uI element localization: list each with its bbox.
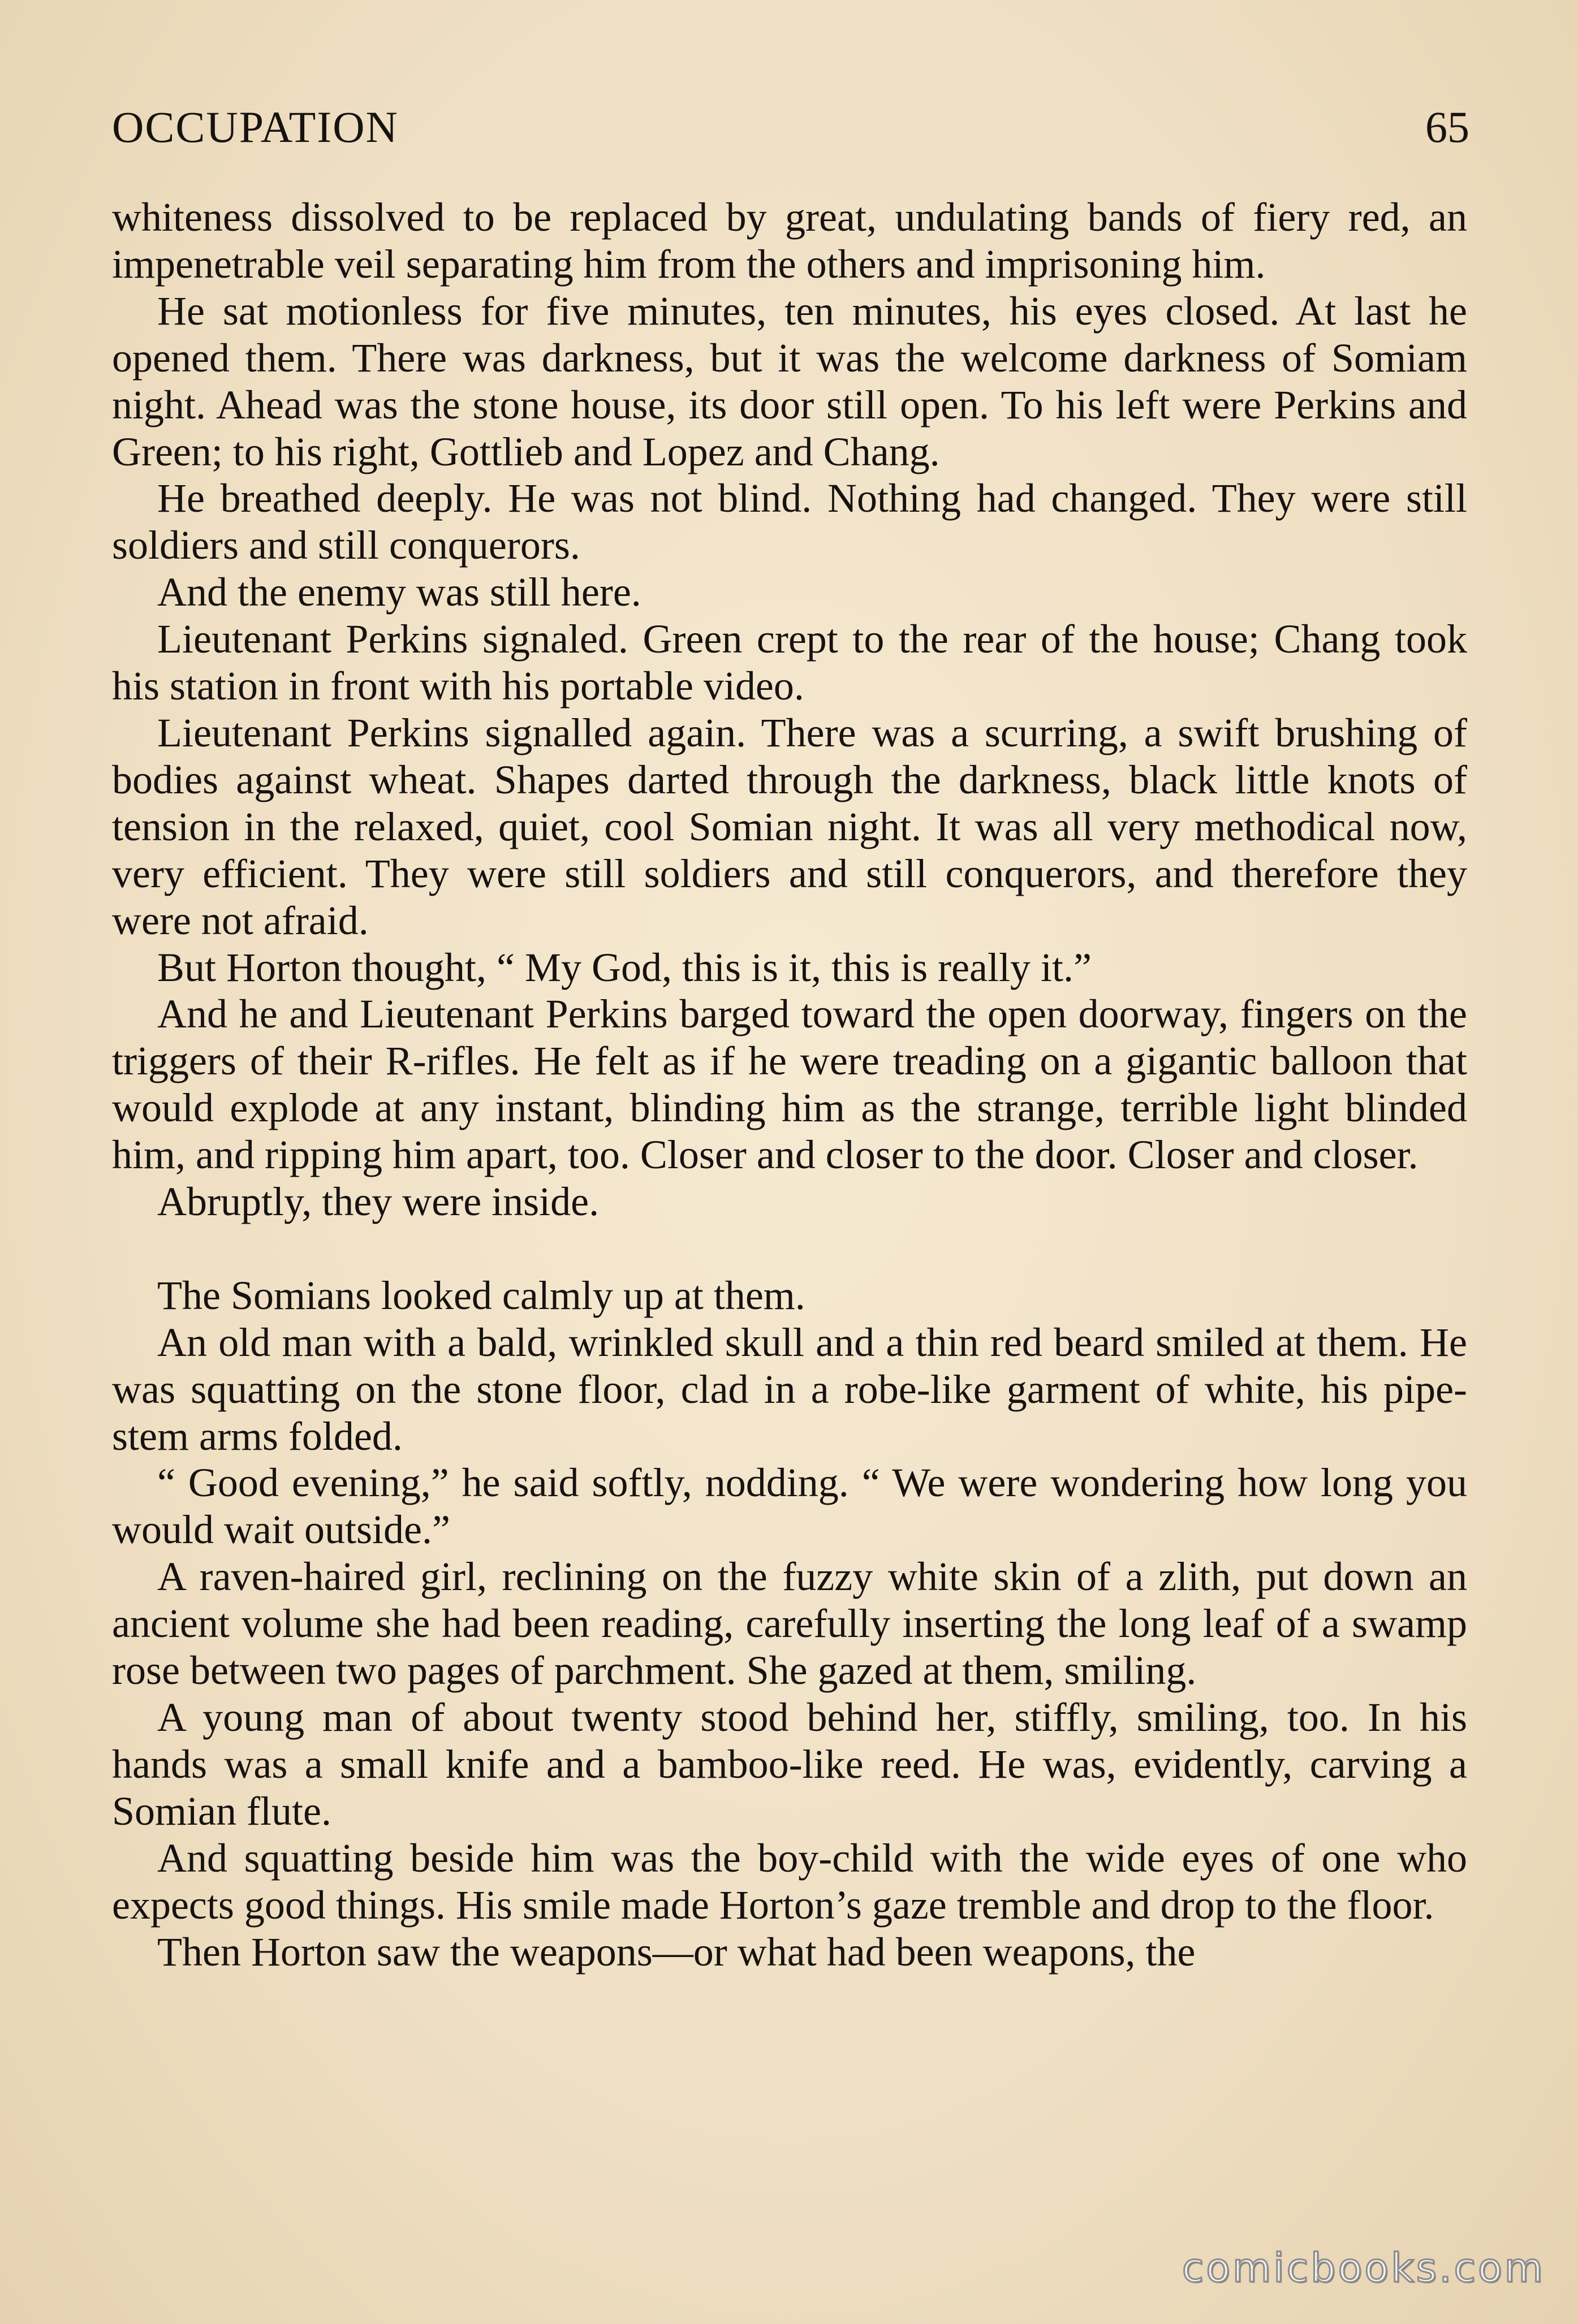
paragraph: “ Good evening,” he said softly, nodding. “ We were wondering how long you would wait outside.”: [112, 1460, 1467, 1553]
body-text: [112, 194, 1467, 1975]
running-title: OCCUPATION: [112, 102, 399, 152]
section-break: [112, 1225, 1467, 1272]
paragraph: Lieutenant Perkins signaled. Green crept to the rear of the house; Chang took his station in front with his portable video.: [112, 616, 1467, 709]
paragraph: Abruptly, they were inside.: [157, 1179, 600, 1225]
running-head: [112, 96, 1469, 158]
paragraph: Then Horton saw the weapons—or what had been weapons, the: [157, 1929, 1196, 1975]
paragraph: The Somians looked calmly up at them.: [157, 1272, 805, 1318]
paragraph: And the enemy was still here.: [157, 569, 641, 615]
paragraph: But Horton thought, “ My God, this is it, this is really it.”: [157, 944, 1092, 990]
paragraph: whiteness dissolved to be replaced by great, undulating bands of fiery red, an impenetrable veil separating him from the others and imprisoning him.: [112, 195, 1467, 287]
paragraph: He sat motionless for five minutes, ten minutes, his eyes closed. At last he opened them. There was darkness, but it was the welcome darkness of Somiam night. Ahead was the stone house, its door still open. To his left were Perkins and Green; to his right, Gottlieb and Lopez and Chang.: [112, 288, 1467, 474]
paragraph: A raven-haired girl, reclining on the fuzzy white skin of a zlith, put down an ancient volume she had been reading, carefully inserting the long leaf of a swamp rose between two pages of parchment. She gazed at them, smiling.: [112, 1554, 1467, 1694]
page-number: 65: [1425, 102, 1469, 152]
paragraph: And squatting beside him was the boy-child with the wide eyes of one who expects good things. His smile made Horton’s gaze tremble and drop to the floor.: [112, 1835, 1467, 1928]
paragraph: A young man of about twenty stood behind her, stiffly, smiling, too. In his hands was a small knife and a bamboo-like reed. He was, evidently, carving a Somian flute.: [112, 1694, 1467, 1834]
paragraph: Lieutenant Perkins signalled again. There was a scurring, a swift brushing of bodies against wheat. Shapes darted through the darkness, black little knots of tension in the relaxed, quiet, cool Somian night. It was all very methodical now, very efficient. They were still soldiers and still conquerors, and therefore they were not afraid.: [112, 710, 1467, 943]
paragraph: He breathed deeply. He was not blind. Nothing had changed. They were still soldiers and still conquerors.: [112, 476, 1467, 568]
paragraph: And he and Lieutenant Perkins barged toward the open doorway, fingers on the triggers of their R-rifles. He felt as if he were treading on a gigantic balloon that would explode at any instant, blinding him as the strange, terrible light blinded him, and ripping him apart, too. Closer and closer to the door. Closer and closer.: [112, 991, 1467, 1178]
watermark: comicbooks.com: [1182, 2245, 1545, 2291]
paragraph: An old man with a bald, wrinkled skull and a thin red beard smiled at them. He was squatting on the stone floor, clad in a robe-like garment of white, his pipe-stem arms folded.: [112, 1319, 1467, 1459]
